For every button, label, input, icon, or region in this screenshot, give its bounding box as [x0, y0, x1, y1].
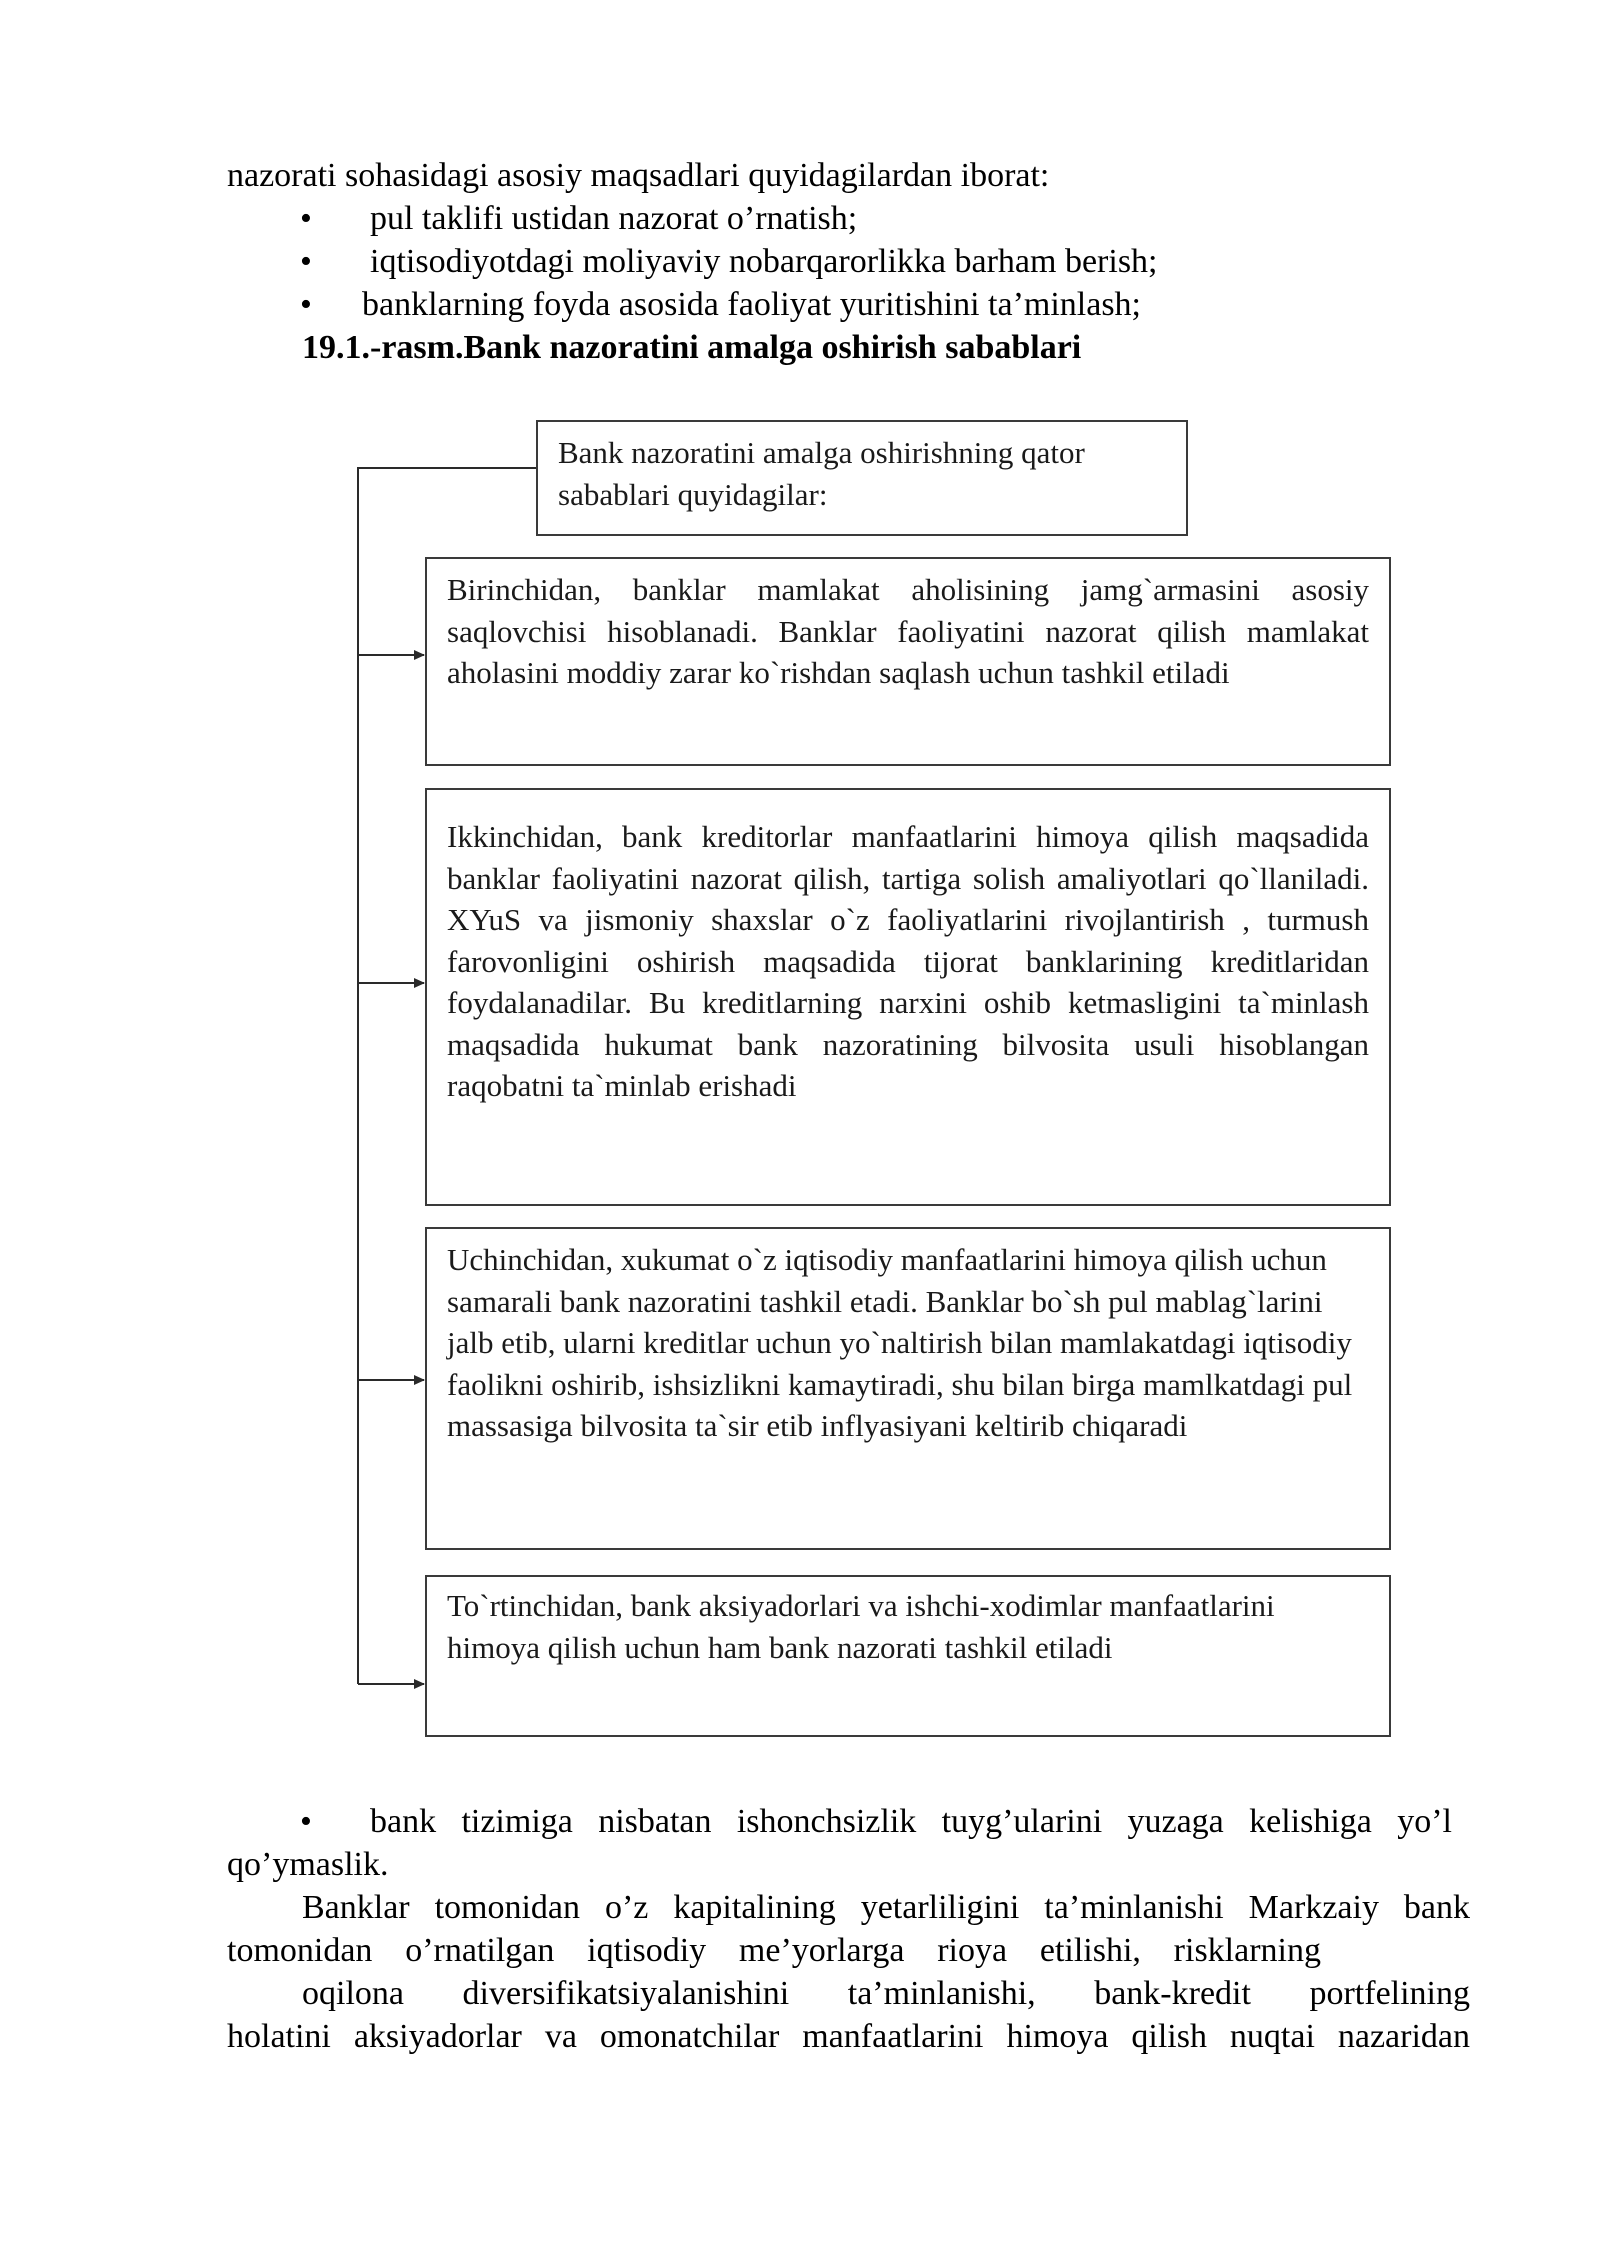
paragraph-line: tomonidan o’rnatilgan iqtisodiy me’yorlarga rioya etilishi, risklarning: [227, 1932, 1321, 1969]
after-bullet-continuation: qo’ymaslik.: [227, 1846, 389, 1883]
reason-text-1: Birinchidan, banklar mamlakat aholisining jamg`armasini asosiy saqlovchisi hisoblanadi. Banklar faoliyatini nazorat qilish mamlakat aholasini moddiy zarar ko`rishdan saqlash uchun tashkil etiladi: [447, 572, 1369, 690]
goal-item: iqtisodiyotdagi moliyaviy nobarqarorlikka barham berish;: [370, 243, 1158, 280]
reason-text-4: To`rtinchidan, bank aksiyadorlari va ishchi-xodimlar manfaatlarini himoya qilish uchun ham bank nazorati tashkil etiladi: [447, 1588, 1275, 1665]
paragraph-line: oqilona diversifikatsiyalanishini ta’minlanishi, bank-kredit portfelining: [302, 1975, 1470, 2012]
reason-box-1: [425, 557, 1391, 766]
reason-box-2: [425, 788, 1391, 1206]
bullet-icon: •: [300, 243, 312, 280]
goal-item: pul taklifi ustidan nazorat o’rnatish;: [370, 200, 858, 237]
goal-item: banklarning foyda asosida faoliyat yuritishini ta’minlash;: [362, 286, 1141, 323]
reason-box-3: [425, 1227, 1391, 1550]
intro-line: nazorati sohasidagi asosiy maqsadlari quyidagilardan iborat:: [227, 157, 1050, 194]
bullet-icon: •: [300, 200, 312, 237]
paragraph-line: holatini aksiyadorlar va omonatchilar manfaatlarini himoya qilish nuqtai nazaridan: [227, 2018, 1470, 2055]
figure-caption: 19.1.-rasm.Bank nazoratini amalga oshirish sabablari: [302, 329, 1082, 366]
after-bullet-line: bank tizimiga nisbatan ishonchsizlik tuyg’ularini yuzaga kelishiga yo’l: [370, 1803, 1452, 1840]
reason-text-3: Uchinchidan, xukumat o`z iqtisodiy manfaatlarini himoya qilish uchun samarali bank nazoratini tashkil etadi. Banklar bo`sh pul mablag`larini jalb etib, ularni kreditlar uchun yo`naltirish bilan mamlakatdagi iqtisodiy faolikni oshirib, ishsizlikni kamaytiradi, shu bilan birga mamlkatdagi pul massasiga bilvosita ta`sir etib inflyasiyani keltirib chiqaradi: [447, 1242, 1353, 1443]
bullet-icon: •: [300, 286, 312, 323]
bullet-icon: •: [300, 1803, 312, 1840]
paragraph-line: Banklar tomonidan o’z kapitalining yetarliligini ta’minlanishi Markzaiy bank: [302, 1889, 1470, 1926]
reason-box-4: [425, 1575, 1391, 1737]
diagram-header-text: Bank nazoratini amalga oshirishning qator sabablari quyidagilar:: [558, 435, 1085, 512]
reason-text-2: Ikkinchidan, bank kreditorlar manfaatlarini himoya qilish maqsadida banklar faoliyatini nazorat qilish, tartiga solish amaliyotlari qo`llaniladi. XYuS va jismoniy shaxslar o`z faoliyatlarini rivojlantirish , turmush farovonligini oshirish maqsadida tijorat banklarining kreditlaridan foydalanadilar. Bu kreditlarning narxini oshib ketmasligini ta`minlash maqsadida hukumat bank nazoratining bilvosita usuli hisoblangan raqobatni ta`minlab erishadi: [447, 819, 1369, 1103]
diagram-header-box: [536, 420, 1188, 536]
